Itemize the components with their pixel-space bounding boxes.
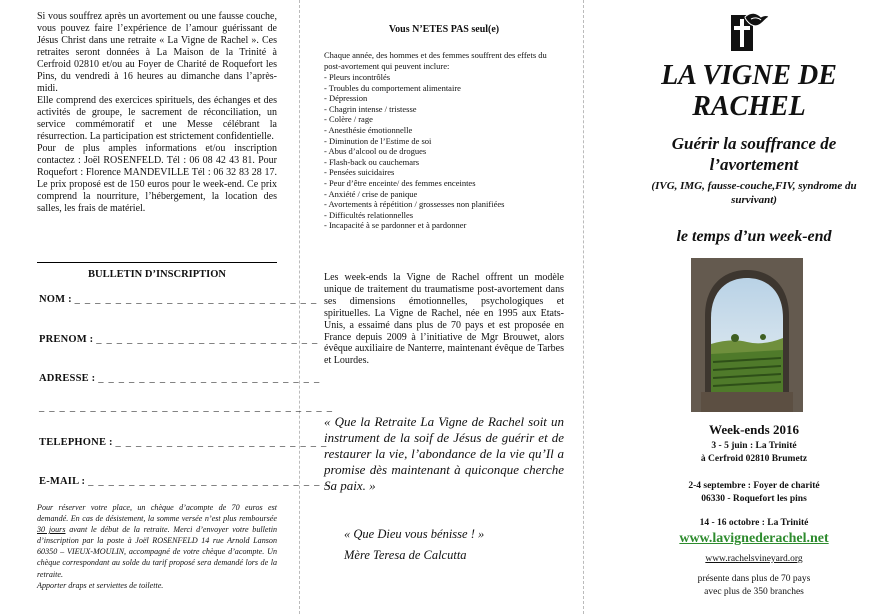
email-label: E-MAIL : [39,476,86,487]
list-item: - Peur d’être enceinte/ des femmes enceintes [324,177,476,188]
website-link-2[interactable]: www.rachelsvineyard.org [705,554,803,564]
intro-paragraph: Pour de plus amples informations et/ou inscription contactez : Joël ROSENFELD. Tél : 06 08 42 43 81. Pour Roquefort : Florence MANDEVILLE Tél : 06 32 83 28 17. Le prix proposé est de 150 euros pour le week-end. Ce prix comprend la nourriture, l’hébergement, la location des salles, les frais de matériel. [37,143,277,214]
intro-paragraph: Si vous souffrez après un avortement ou une fausse couche, vous pouvez faire l’expérience de l’amour guérissant de Jésus Christ dans une retraite « La Vigne de Rachel ». Ces retraites seront données à La Maison de la Trinité à Cerfroid 02810 et/ou au Foyer de Charité de Roquefort les Pins, du vendredi à 16 heures au dimanche dans l’après-midi. [37,11,277,94]
list-item: - Difficultés relationnelles [324,209,414,220]
email-blank-line[interactable]: _ _ _ _ _ _ _ _ _ _ _ _ _ _ _ _ _ _ _ _ _ _ _ _ [88,476,331,487]
right-panel [584,0,885,614]
weekend-2-dates: 2-4 septembre : Foyer de charité [688,481,820,491]
list-item: - Avortements à répétition / grossesses non planifiées [324,199,505,210]
list-item: - Abus d’alcool ou de drogues [324,146,427,157]
telephone-blank-line[interactable]: _ _ _ _ _ _ _ _ _ _ _ _ _ _ _ _ _ _ _ _ _ [115,437,328,448]
left-panel [0,0,334,614]
nom-field[interactable] [39,294,317,305]
telephone-field[interactable] [39,437,327,448]
symptoms-list [324,72,564,231]
list-item: - Pleurs incontrôlés [324,72,391,82]
list-item: - Colère / rage [324,114,373,125]
list-item: - Incapacité à se pardonner et à pardonner [324,220,467,231]
dove-cross-logo-icon [731,11,769,51]
reservation-note [37,502,277,591]
list-item: - Pensées suicidaires [324,167,395,178]
weekends-title: Week-ends 2016 [709,422,799,437]
adresse-label: ADRESSE : [39,373,96,384]
list-item: - Dépression [324,93,368,104]
email-field[interactable] [39,476,331,487]
subtitle-note: (IVG, IMG, fausse-couche,FIV, syndrome du survivant) [651,180,857,206]
adresse-field-line2[interactable] [39,402,333,413]
list-item: - Anesthésie émotionnelle [324,124,413,135]
adresse-blank-line-2[interactable]: _ _ _ _ _ _ _ _ _ _ _ _ _ _ _ _ _ _ _ _ _ _ _ _ _ _ _ _ _ [39,402,334,413]
intro-text [37,11,277,215]
website-link[interactable]: www.lavignederachel.net [679,531,829,546]
quote-author: Mère Teresa de Calcutta [344,548,467,562]
list-item: - Diminution de l’Estime de soi [324,135,432,146]
presence-note-2: avec plus de 350 branches [704,587,804,597]
intro-paragraph: Elle comprend des exercices spirituels, des échanges et des activités de groupe, le sacrement de réconciliation, un service commémoratif et une Messe célébrant la résurrection. La participation est strictement confidentielle. [37,95,277,142]
divider [37,262,277,263]
prenom-field[interactable] [39,334,318,345]
prenom-blank-line[interactable]: _ _ _ _ _ _ _ _ _ _ _ _ _ _ _ _ _ _ _ _ _ _ [96,334,319,345]
blessing: « Que Dieu vous bénisse ! » [344,527,485,541]
middle-panel [300,0,584,614]
subtitle: Guérir la souffrance de l’avortement [671,134,837,174]
nom-blank-line[interactable]: _ _ _ _ _ _ _ _ _ _ _ _ _ _ _ _ _ _ _ _ _ _ _ _ [74,294,318,305]
not-alone-title: Vous N’ETES PAS seul(e) [388,24,500,35]
nom-label: NOM : [39,294,72,305]
list-item: - Chagrin intense / tristesse [324,103,417,114]
bulletin-title: BULLETIN D’INSCRIPTION [88,269,226,280]
reservation-text [37,502,277,580]
weekend-2-location: 06330 - Roquefort les pins [701,494,807,504]
vineyard-window-photo [691,258,803,412]
tagline: le temps d’un week-end [676,228,832,245]
quote: « Que la Retraite La Vigne de Rachel soit un instrument de la soif de Jésus de guérir et de restaurer la vie, l’abondance de la vie qu’Il a promise dès maintenant à quiconque cherche Sa paix. » [324,414,564,493]
weekend-3-dates: 14 - 16 octobre : La Trinité [699,518,809,528]
presence-note-1: présente dans plus de 70 pays [697,574,811,584]
list-item: - Troubles du comportement alimentaire [324,82,461,93]
list-item: - Flash-back ou cauchemars [324,156,420,167]
weekend-1-dates: 3 - 5 juin : La Trinité [711,441,797,451]
reservation-deadline: 30 jours [37,525,66,535]
prenom-label: PRENOM : [39,334,94,345]
symptoms-intro: Chaque année, des hommes et des femmes souffrent des effets du post-avortement qui peuvent inclure: [324,50,547,71]
bring-linens-note: Apporter draps et serviettes de toilette. [37,580,164,590]
weekend-1-location: à Cerfroid 02810 Brumetz [700,454,808,464]
main-title: LA VIGNE DE RACHEL [661,60,837,122]
reservation-text-start: Pour réserver votre place, un chèque d’acompte de 70 euros est demandé. En cas de désistement, la somme versée n’est plus remboursée [37,503,277,524]
list-item: - Anxiété / crise de panique [324,188,418,199]
adresse-blank-line[interactable]: _ _ _ _ _ _ _ _ _ _ _ _ _ _ _ _ _ _ _ _ _ _ [98,373,321,384]
about-paragraph: Les week-ends la Vigne de Rachel offrent un modèle unique de traitement du traumatisme post-avortement dans ses dimensions émotionnelles, psychologiques et spirituelles. La Vigne de Rachel, née en 1995 aux Etats-Unis, a essaimé dans plus de 70 pays et est proposée en France depuis 2009 à l’initiative de Mgr Brouwet, alors évêque auxiliaire de Nanterre, maintenant évêque de Tarbes et Lourdes. [324,272,564,367]
reservation-text-end: avant le début de la retraite. Merci d’envoyer votre bulletin d’inscription par la poste à Joël ROSENFELD 14 rue Arnold Lanson 60350 – VIEUX-MOULIN, accompagné de votre chèque d’acompte. Un chèque correspondant au solde du tarif proposé sera demandé lors de la retraite. [37,525,277,579]
telephone-label: TELEPHONE : [39,437,113,448]
adresse-field[interactable] [39,373,320,384]
